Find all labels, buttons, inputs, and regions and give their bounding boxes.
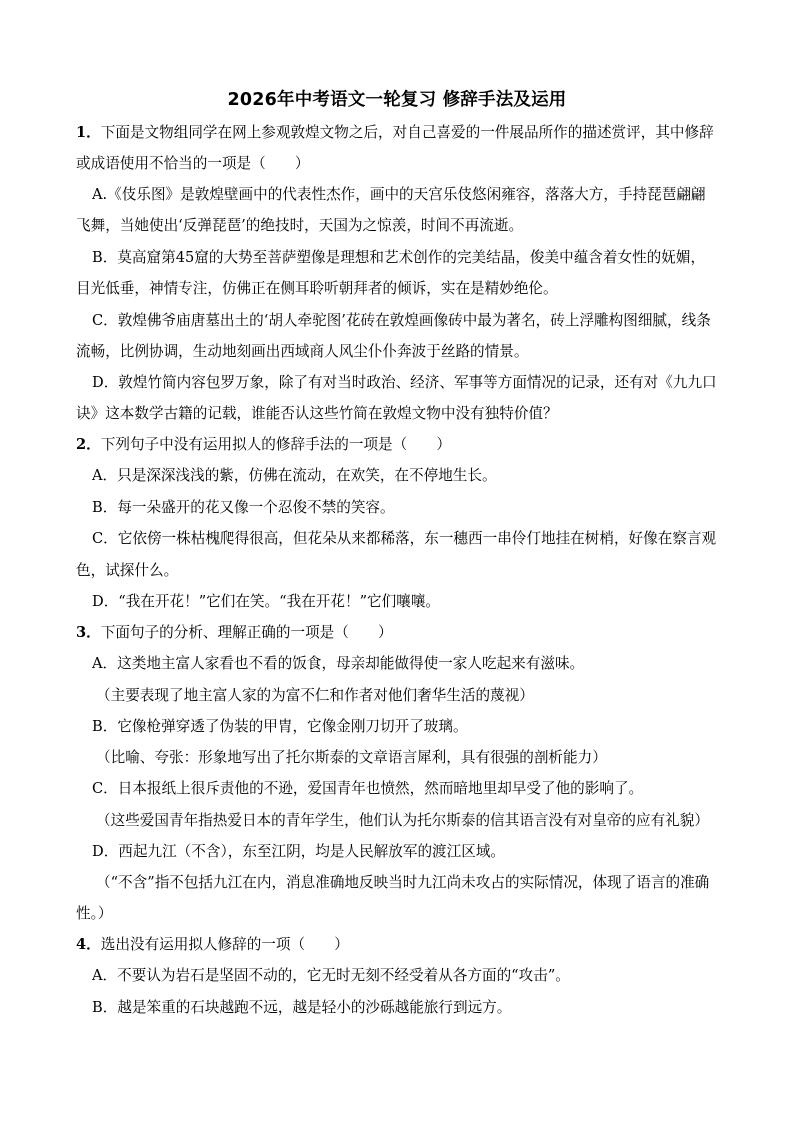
option-4a: A．不要认为岩石是坚固不动的，它无时无刻不经受着从各方面的“攻击”。 <box>92 967 570 984</box>
option-1b-cont: 目光低垂，神情专注，仿佛正在侧耳聆听朝拜者的倾诉，实在是精妙绝伦。 <box>76 280 558 297</box>
option-1c: C．敦煌佛爷庙唐墓出土的‘胡人牵驼图’花砖在敦煌画像砖中最为著名，砖上浮雕构图细腻，线条 <box>92 312 711 329</box>
question-number: 4． <box>76 936 101 953</box>
question-number: 1． <box>76 124 101 141</box>
option-3c: C．日本报纸上很斥责他的不逊，爱国青年也愤然，然而暗地里却早受了他的影响了。 <box>92 780 644 797</box>
option-4b: B．越是笨重的石块越跑不远，越是轻小的沙砾越能旅行到远方。 <box>92 999 512 1016</box>
question-text: 下面是文物组同学在网上参观敦煌文物之后，对自己喜爱的一件展品所作的描述赏评，其中修辞 <box>100 124 714 141</box>
option-3d-note: （“不含”指不包括九江在内，消息准确地反映当时九江尚未攻占的实际情况，体现了语言的准确 <box>96 874 710 891</box>
question-text: 下面句子的分析、理解正确的一项是（ ） <box>100 624 393 641</box>
question-2-stem <box>76 435 726 455</box>
option-3d: D．西起九江（不含），东至江阴，均是人民解放军的渡江区域。 <box>92 843 506 860</box>
option-3b-note: （比喻、夸张：形象地写出了托尔斯泰的文章语言犀利，具有很强的剖析能力） <box>96 749 607 766</box>
page-title: 2026年中考语文一轮复习 修辞手法及运用 <box>227 90 567 110</box>
question-3-stem <box>76 623 726 643</box>
question-number: 3． <box>76 624 101 641</box>
option-3c-note: （这些爱国青年指热爱日本的青年学生，他们认为托尔斯泰的信其语言没有对皇帝的应有礼貌） <box>96 812 709 829</box>
option-3a-note: （主要表现了地主富人家的为富不仁和作者对他们奢华生活的蔑视） <box>96 687 534 704</box>
question-number: 2． <box>76 436 101 453</box>
option-2b: B．每一朵盛开的花又像一个忍俊不禁的笑容。 <box>92 499 395 516</box>
option-1d-cont: 诀》这本数学古籍的记载，谁能否认这些竹简在敦煌文物中没有独特价值？ <box>76 405 558 422</box>
question-1-stem-cont: 或成语使用不恰当的一项是（ ） <box>76 155 310 172</box>
option-1b: B．莫高窟第45窟的大势至菩萨塑像是理想和艺术创作的完美结晶，俊美中蕴含着女性的妩媚， <box>92 249 706 266</box>
option-3d-note-cont: 性。） <box>76 905 113 922</box>
option-1d: D．敦煌竹简内容包罗万象，除了有对当时政治、经济、军事等方面情况的记录，还有对《九九口 <box>92 374 717 391</box>
option-2a: A．只是深深浅浅的紫，仿佛在流动，在欢笑，在不停地生长。 <box>92 467 497 484</box>
option-1a: A.《伎乐图》是敦煌壁画中的代表性杰作，画中的天宫乐伎悠闲雍容，落落大方，手持琵琶翩翩 <box>92 186 706 203</box>
question-4-stem <box>76 935 726 955</box>
option-2c-cont: 色，试探什么。 <box>76 562 179 579</box>
option-1a-cont: 飞舞，当她使出‘反弹琵琶’的绝技时，天国为之惊羡，时间不再流逝。 <box>76 217 524 234</box>
option-2c: C．它依傍一株枯槐爬得很高，但花朵从来都稀落，东一穗西一串伶仃地挂在树梢，好像在察言观 <box>92 530 717 547</box>
option-3b: B．它像枪弹穿透了伪装的甲胄，它像金刚刀切开了玻璃。 <box>92 718 468 735</box>
question-text: 选出没有运用拟人修辞的一项（ ） <box>100 936 349 953</box>
question-1-stem <box>76 123 726 143</box>
option-1c-cont: 流畅，比例协调，生动地刻画出西域商人风尘仆仆奔波于丝路的情景。 <box>76 343 529 360</box>
option-2d: D．“我在开花！”它们在笑。“我在开花！”它们嚷嚷。 <box>92 593 441 610</box>
option-3a: A．这类地主富人家看也不看的饭食，母亲却能做得使一家人吃起来有滋味。 <box>92 655 585 672</box>
question-text: 下列句子中没有运用拟人的修辞手法的一项是（ ） <box>100 436 452 453</box>
